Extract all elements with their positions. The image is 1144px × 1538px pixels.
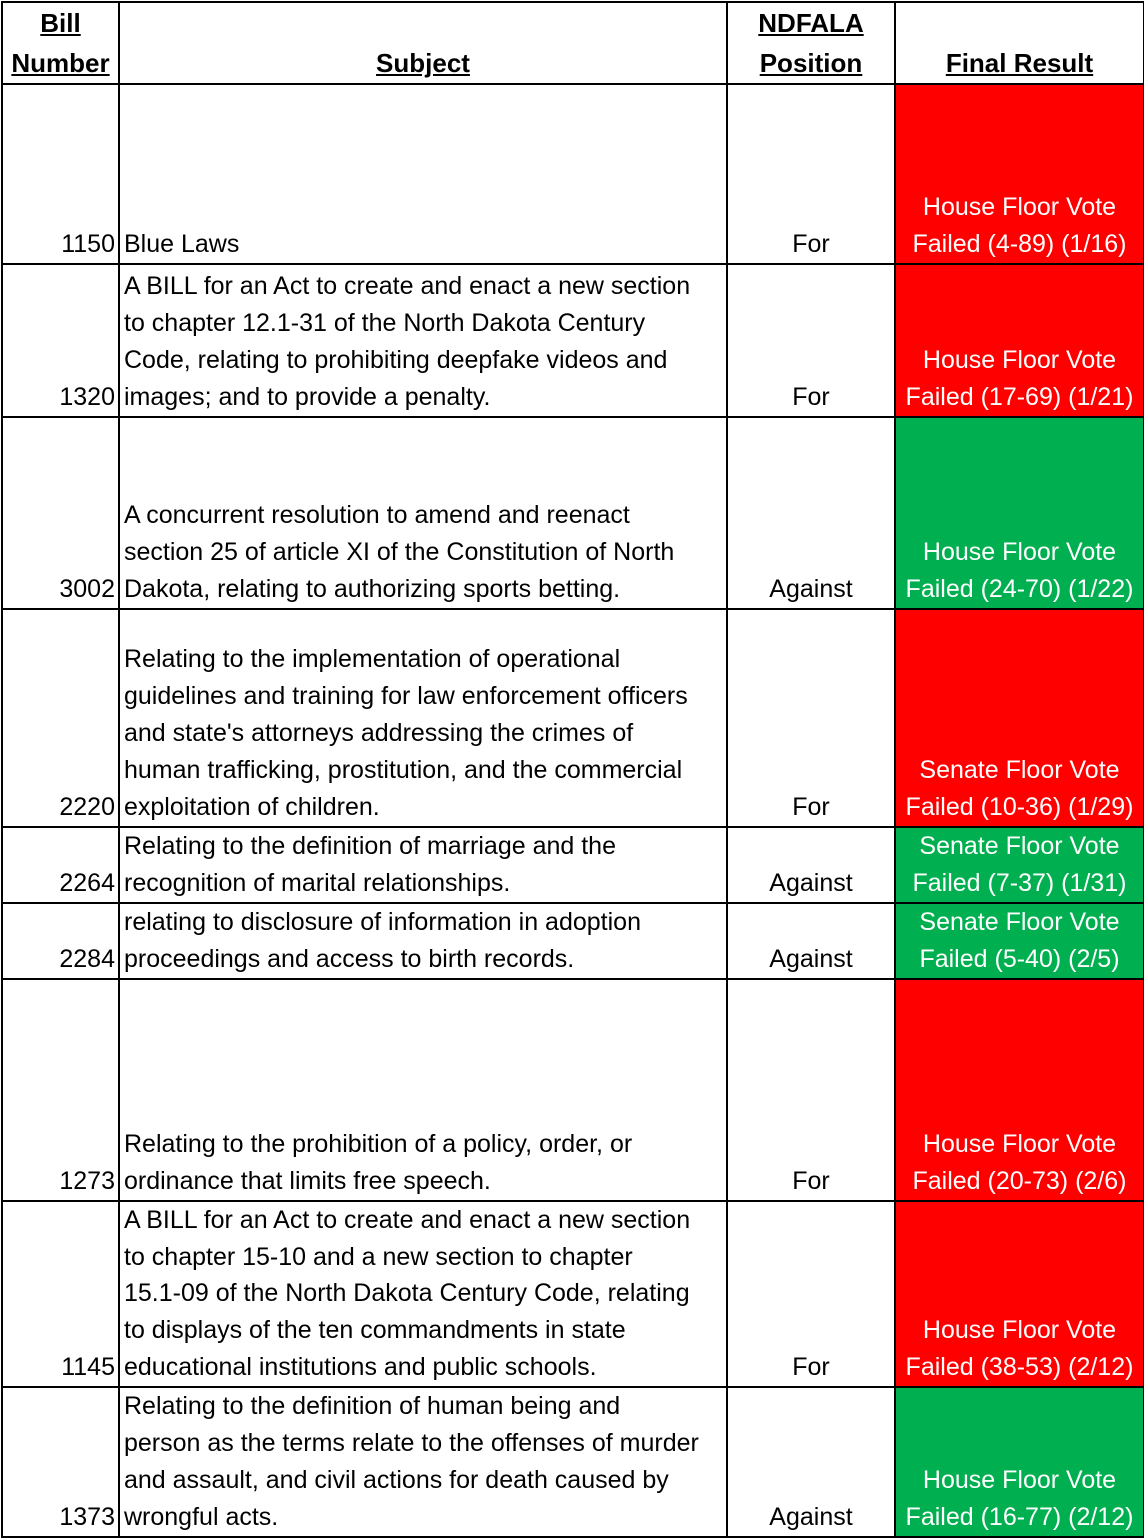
subject-line: educational institutions and public schools. <box>124 1353 597 1382</box>
bill-number-header <box>2 2 119 84</box>
bill-number-cell <box>2 417 119 609</box>
subject-line: Relating to the definition of marriage and the <box>124 832 616 860</box>
final-result-cell <box>895 264 1144 417</box>
final-result-line: House Floor Vote <box>922 1316 1117 1345</box>
position-cell <box>727 979 895 1201</box>
bill-number-cell <box>2 609 119 827</box>
final-result-line: Failed (10-36) (1/29) <box>905 793 1134 822</box>
position-cell <box>727 609 895 827</box>
position-value: Against <box>769 868 853 897</box>
subject-cell <box>119 417 727 609</box>
final-result-line: House Floor Vote <box>922 1465 1117 1494</box>
position-cell <box>727 84 895 264</box>
position-header-line: Position <box>759 48 863 78</box>
final-result-line: House Floor Vote <box>922 1129 1117 1158</box>
position-value: For <box>792 383 830 412</box>
bill-number-cell <box>2 903 119 979</box>
final-result-header-line: Final Result <box>945 48 1094 78</box>
final-result-line: Failed (5-40) (2/5) <box>919 944 1120 973</box>
bill-number: 1150 <box>61 230 115 259</box>
subject-line: Dakota, relating to authorizing sports betting. <box>124 575 621 604</box>
final-result-cell <box>895 979 1144 1201</box>
subject-line: Code, relating to prohibiting deepfake videos and <box>124 346 668 375</box>
subject-line: Blue Laws <box>124 230 240 259</box>
final-result-line: House Floor Vote <box>922 346 1117 375</box>
subject-line: Relating to the implementation of operational <box>124 645 621 674</box>
bill-number: 1320 <box>59 383 115 412</box>
table-row <box>2 903 1144 979</box>
final-result-line: Failed (20-73) (2/6) <box>912 1166 1127 1195</box>
final-result-line: Failed (38-53) (2/12) <box>905 1353 1134 1382</box>
subject-cell <box>119 84 727 264</box>
position-value: For <box>792 1166 830 1195</box>
final-result-line: Failed (7-37) (1/31) <box>912 868 1127 897</box>
subject-line: Relating to the definition of human being and <box>124 1392 621 1421</box>
position-cell <box>727 417 895 609</box>
subject-cell <box>119 264 727 417</box>
subject-line: to chapter 12.1-31 of the North Dakota Century <box>124 309 646 338</box>
subject-line: A BILL for an Act to create and enact a new section <box>124 272 691 301</box>
final-result-cell <box>895 417 1144 609</box>
subject-line: guidelines and training for law enforcement officers <box>124 682 688 711</box>
table-row <box>2 979 1144 1201</box>
header-row <box>2 2 1144 84</box>
final-result-line: Senate Floor Vote <box>919 907 1120 936</box>
final-result-cell <box>895 1201 1144 1388</box>
subject-line: exploitation of children. <box>124 793 380 822</box>
subject-cell <box>119 827 727 903</box>
subject-cell <box>119 979 727 1201</box>
bill-number-cell <box>2 979 119 1201</box>
subject-line: and assault, and civil actions for death caused by <box>124 1465 669 1494</box>
bill-number-header-line: Number <box>11 48 110 78</box>
bill-number-cell <box>2 827 119 903</box>
final-result-cell <box>895 1387 1144 1537</box>
subject-line: 15.1-09 of the North Dakota Century Code, relating <box>124 1279 690 1308</box>
position-header <box>727 2 895 84</box>
final-result-header <box>895 2 1144 84</box>
final-result-cell <box>895 903 1144 979</box>
bill-number-header-line: Bill <box>40 8 81 38</box>
table-row <box>2 1387 1144 1537</box>
subject-line: Relating to the prohibition of a policy, order, or <box>124 1129 633 1158</box>
table-row <box>2 84 1144 264</box>
final-result-line: House Floor Vote <box>922 538 1117 567</box>
table-row <box>2 1201 1144 1388</box>
bill-number-cell <box>2 264 119 417</box>
bill-number: 2284 <box>59 944 115 973</box>
bill-number-cell <box>2 1201 119 1388</box>
position-cell <box>727 827 895 903</box>
position-value: Against <box>769 1502 853 1531</box>
position-value: For <box>792 793 830 822</box>
bills-table <box>1 1 1144 1538</box>
table-row <box>2 609 1144 827</box>
subject-line: and state's attorneys addressing the crimes of <box>124 719 634 748</box>
bill-number: 1273 <box>59 1166 115 1195</box>
bill-number: 1373 <box>59 1502 115 1531</box>
subject-line: to chapter 15-10 and a new section to chapter <box>124 1242 633 1271</box>
subject-line: section 25 of article XI of the Constitution of North <box>124 538 675 567</box>
position-cell <box>727 1387 895 1537</box>
position-cell <box>727 1201 895 1388</box>
final-result-line: Senate Floor Vote <box>919 832 1120 860</box>
position-header-line: NDFALA <box>758 8 864 38</box>
table-row <box>2 417 1144 609</box>
bill-number-cell <box>2 84 119 264</box>
position-value: For <box>792 1353 830 1382</box>
subject-line: ordinance that limits free speech. <box>124 1166 491 1195</box>
subject-header-line: Subject <box>376 48 470 78</box>
subject-line: human trafficking, prostitution, and the commercial <box>124 756 683 785</box>
subject-line: person as the terms relate to the offenses of murder <box>124 1429 699 1458</box>
subject-line: images; and to provide a penalty. <box>124 383 491 412</box>
subject-header <box>119 2 727 84</box>
subject-line: proceedings and access to birth records. <box>124 944 575 973</box>
bill-number: 3002 <box>59 575 115 604</box>
table-row <box>2 264 1144 417</box>
subject-cell <box>119 903 727 979</box>
subject-line: wrongful acts. <box>124 1502 279 1531</box>
subject-line: A concurrent resolution to amend and reenact <box>124 501 630 530</box>
final-result-line: Failed (17-69) (1/21) <box>905 383 1134 412</box>
table-body <box>2 84 1144 1537</box>
subject-cell <box>119 1201 727 1388</box>
subject-line: relating to disclosure of information in adoption <box>124 907 641 936</box>
final-result-line: Failed (4-89) (1/16) <box>912 230 1127 259</box>
position-value: Against <box>769 575 853 604</box>
final-result-line: Failed (24-70) (1/22) <box>905 575 1134 604</box>
final-result-cell <box>895 827 1144 903</box>
bill-number: 2264 <box>59 868 115 897</box>
subject-cell <box>119 609 727 827</box>
position-value: Against <box>769 944 853 973</box>
final-result-cell <box>895 84 1144 264</box>
subject-line: recognition of marital relationships. <box>124 868 511 897</box>
final-result-cell <box>895 609 1144 827</box>
final-result-line: House Floor Vote <box>922 193 1117 222</box>
position-cell <box>727 903 895 979</box>
final-result-line: Failed (16-77) (2/12) <box>905 1502 1134 1531</box>
bill-number: 1145 <box>61 1353 115 1382</box>
table-row <box>2 827 1144 903</box>
subject-line: A BILL for an Act to create and enact a new section <box>124 1205 691 1234</box>
final-result-line: Senate Floor Vote <box>919 756 1120 785</box>
position-value: For <box>792 230 830 259</box>
subject-cell <box>119 1387 727 1537</box>
subject-line: to displays of the ten commandments in state <box>124 1316 626 1345</box>
position-cell <box>727 264 895 417</box>
bill-number-cell <box>2 1387 119 1537</box>
bill-number: 2220 <box>59 793 115 822</box>
